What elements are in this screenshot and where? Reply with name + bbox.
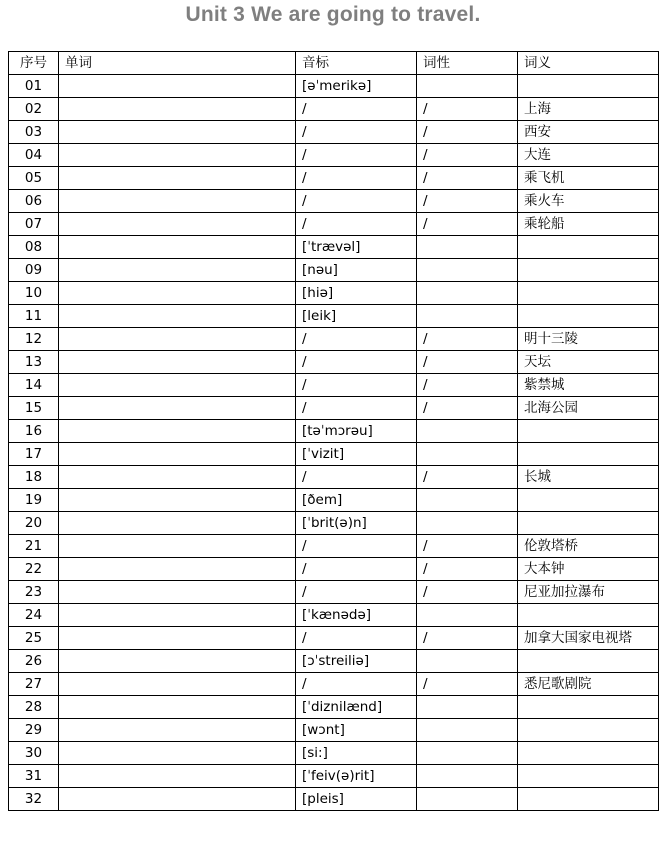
row-number-cell: 28 <box>9 696 59 719</box>
part-of-speech-cell <box>417 765 518 788</box>
table-row <box>9 144 659 167</box>
meaning-cell: 悉尼歌剧院 <box>518 673 659 696</box>
part-of-speech-cell: / <box>417 98 518 121</box>
header-meaning: 词义 <box>518 52 659 75</box>
table-row <box>9 512 659 535</box>
part-of-speech-cell: / <box>417 328 518 351</box>
phonetic-cell: [pleis] <box>296 788 417 811</box>
phonetic-cell: / <box>296 535 417 558</box>
row-number-cell: 24 <box>9 604 59 627</box>
row-number-cell: 10 <box>9 282 59 305</box>
table-row <box>9 236 659 259</box>
meaning-cell: 乘飞机 <box>518 167 659 190</box>
meaning-cell <box>518 788 659 811</box>
phonetic-cell: / <box>296 581 417 604</box>
meaning-cell <box>518 236 659 259</box>
header-number: 序号 <box>9 52 59 75</box>
row-number-cell: 20 <box>9 512 59 535</box>
meaning-cell <box>518 489 659 512</box>
table-body <box>9 75 659 811</box>
part-of-speech-cell <box>417 489 518 512</box>
word-cell[interactable] <box>59 673 296 696</box>
row-number-cell: 23 <box>9 581 59 604</box>
meaning-cell: 尼亚加拉瀑布 <box>518 581 659 604</box>
meaning-cell <box>518 259 659 282</box>
word-cell[interactable] <box>59 213 296 236</box>
word-cell[interactable] <box>59 121 296 144</box>
row-number-cell: 07 <box>9 213 59 236</box>
phonetic-cell: / <box>296 121 417 144</box>
word-cell[interactable] <box>59 604 296 627</box>
part-of-speech-cell <box>417 443 518 466</box>
part-of-speech-cell <box>417 788 518 811</box>
part-of-speech-cell <box>417 696 518 719</box>
phonetic-cell: [wɔnt] <box>296 719 417 742</box>
row-number-cell: 09 <box>9 259 59 282</box>
row-number-cell: 21 <box>9 535 59 558</box>
phonetic-cell: [ˈvizit] <box>296 443 417 466</box>
meaning-cell <box>518 305 659 328</box>
part-of-speech-cell: / <box>417 466 518 489</box>
row-number-cell: 06 <box>9 190 59 213</box>
part-of-speech-cell <box>417 742 518 765</box>
phonetic-cell: [ˈbrit(ə)n] <box>296 512 417 535</box>
meaning-cell: 明十三陵 <box>518 328 659 351</box>
word-cell[interactable] <box>59 443 296 466</box>
meaning-cell: 乘火车 <box>518 190 659 213</box>
word-cell[interactable] <box>59 627 296 650</box>
table-row <box>9 190 659 213</box>
word-cell[interactable] <box>59 650 296 673</box>
phonetic-cell: / <box>296 351 417 374</box>
row-number-cell: 04 <box>9 144 59 167</box>
phonetic-cell: [təˈmɔrəu] <box>296 420 417 443</box>
part-of-speech-cell: / <box>417 121 518 144</box>
part-of-speech-cell <box>417 719 518 742</box>
phonetic-cell: / <box>296 167 417 190</box>
word-cell[interactable] <box>59 581 296 604</box>
meaning-cell: 北海公园 <box>518 397 659 420</box>
row-number-cell: 01 <box>9 75 59 98</box>
row-number-cell: 19 <box>9 489 59 512</box>
row-number-cell: 05 <box>9 167 59 190</box>
table-row <box>9 282 659 305</box>
table-row <box>9 466 659 489</box>
row-number-cell: 11 <box>9 305 59 328</box>
meaning-cell <box>518 765 659 788</box>
part-of-speech-cell: / <box>417 213 518 236</box>
word-cell[interactable] <box>59 788 296 811</box>
word-cell[interactable] <box>59 75 296 98</box>
vocabulary-table <box>8 51 659 811</box>
row-number-cell: 08 <box>9 236 59 259</box>
part-of-speech-cell <box>417 512 518 535</box>
word-cell[interactable] <box>59 190 296 213</box>
phonetic-cell: [ɔˈstreiliə] <box>296 650 417 673</box>
part-of-speech-cell: / <box>417 397 518 420</box>
table-row <box>9 98 659 121</box>
phonetic-cell: [ðem] <box>296 489 417 512</box>
row-number-cell: 22 <box>9 558 59 581</box>
row-number-cell: 17 <box>9 443 59 466</box>
part-of-speech-cell <box>417 420 518 443</box>
table-row <box>9 167 659 190</box>
word-cell[interactable] <box>59 305 296 328</box>
phonetic-cell: / <box>296 397 417 420</box>
meaning-cell <box>518 742 659 765</box>
part-of-speech-cell: / <box>417 374 518 397</box>
table-row <box>9 719 659 742</box>
part-of-speech-cell: / <box>417 190 518 213</box>
word-cell[interactable] <box>59 98 296 121</box>
meaning-cell: 乘轮船 <box>518 213 659 236</box>
header-word: 单词 <box>59 52 296 75</box>
part-of-speech-cell <box>417 305 518 328</box>
word-cell[interactable] <box>59 765 296 788</box>
meaning-cell <box>518 75 659 98</box>
table-row <box>9 75 659 98</box>
table-row <box>9 604 659 627</box>
meaning-cell: 伦敦塔桥 <box>518 535 659 558</box>
meaning-cell <box>518 604 659 627</box>
word-cell[interactable] <box>59 489 296 512</box>
table-row <box>9 305 659 328</box>
phonetic-cell: / <box>296 144 417 167</box>
word-cell[interactable] <box>59 696 296 719</box>
part-of-speech-cell <box>417 75 518 98</box>
table-row <box>9 213 659 236</box>
word-cell[interactable] <box>59 259 296 282</box>
row-number-cell: 25 <box>9 627 59 650</box>
table-row <box>9 351 659 374</box>
row-number-cell: 16 <box>9 420 59 443</box>
word-cell[interactable] <box>59 144 296 167</box>
phonetic-cell: [ˈkænədə] <box>296 604 417 627</box>
row-number-cell: 12 <box>9 328 59 351</box>
word-cell[interactable] <box>59 282 296 305</box>
meaning-cell: 大本钟 <box>518 558 659 581</box>
document-title: Unit 3 We are going to travel. <box>185 3 481 26</box>
table-row <box>9 443 659 466</box>
phonetic-cell: [ˈtrævəl] <box>296 236 417 259</box>
part-of-speech-cell: / <box>417 351 518 374</box>
word-cell[interactable] <box>59 351 296 374</box>
meaning-cell: 紫禁城 <box>518 374 659 397</box>
table-row <box>9 581 659 604</box>
row-number-cell: 02 <box>9 98 59 121</box>
meaning-cell: 天坛 <box>518 351 659 374</box>
table-row <box>9 489 659 512</box>
word-cell[interactable] <box>59 374 296 397</box>
table-row <box>9 121 659 144</box>
phonetic-cell: [ˈfeiv(ə)rit] <box>296 765 417 788</box>
row-number-cell: 03 <box>9 121 59 144</box>
word-cell[interactable] <box>59 719 296 742</box>
row-number-cell: 13 <box>9 351 59 374</box>
table-row <box>9 374 659 397</box>
word-cell[interactable] <box>59 236 296 259</box>
row-number-cell: 30 <box>9 742 59 765</box>
word-cell[interactable] <box>59 167 296 190</box>
meaning-cell: 长城 <box>518 466 659 489</box>
table-row <box>9 696 659 719</box>
phonetic-cell: / <box>296 98 417 121</box>
phonetic-cell: [ˈdiznilænd] <box>296 696 417 719</box>
phonetic-cell: / <box>296 673 417 696</box>
meaning-cell <box>518 719 659 742</box>
part-of-speech-cell <box>417 604 518 627</box>
meaning-cell: 上海 <box>518 98 659 121</box>
row-number-cell: 26 <box>9 650 59 673</box>
phonetic-cell: [hiə] <box>296 282 417 305</box>
phonetic-cell: / <box>296 558 417 581</box>
meaning-cell <box>518 696 659 719</box>
header-part-of-speech: 词性 <box>417 52 518 75</box>
table-row <box>9 558 659 581</box>
phonetic-cell: [si:] <box>296 742 417 765</box>
table-row <box>9 627 659 650</box>
word-cell[interactable] <box>59 397 296 420</box>
table-row <box>9 397 659 420</box>
row-number-cell: 32 <box>9 788 59 811</box>
word-cell[interactable] <box>59 742 296 765</box>
part-of-speech-cell: / <box>417 535 518 558</box>
word-cell[interactable] <box>59 535 296 558</box>
table-row <box>9 650 659 673</box>
meaning-cell <box>518 443 659 466</box>
table-row <box>9 742 659 765</box>
meaning-cell: 西安 <box>518 121 659 144</box>
table-row <box>9 259 659 282</box>
phonetic-cell: / <box>296 213 417 236</box>
header-phonetic: 音标 <box>296 52 417 75</box>
row-number-cell: 14 <box>9 374 59 397</box>
part-of-speech-cell: / <box>417 167 518 190</box>
part-of-speech-cell <box>417 236 518 259</box>
meaning-cell <box>518 420 659 443</box>
table-row <box>9 535 659 558</box>
part-of-speech-cell <box>417 282 518 305</box>
part-of-speech-cell: / <box>417 581 518 604</box>
row-number-cell: 18 <box>9 466 59 489</box>
part-of-speech-cell <box>417 650 518 673</box>
part-of-speech-cell: / <box>417 558 518 581</box>
phonetic-cell: [əˈmerikə] <box>296 75 417 98</box>
word-cell[interactable] <box>59 512 296 535</box>
part-of-speech-cell: / <box>417 627 518 650</box>
word-cell[interactable] <box>59 558 296 581</box>
part-of-speech-cell <box>417 259 518 282</box>
row-number-cell: 31 <box>9 765 59 788</box>
row-number-cell: 29 <box>9 719 59 742</box>
word-cell[interactable] <box>59 328 296 351</box>
phonetic-cell: / <box>296 374 417 397</box>
meaning-cell: 加拿大国家电视塔 <box>518 627 659 650</box>
phonetic-cell: / <box>296 190 417 213</box>
phonetic-cell: / <box>296 627 417 650</box>
word-cell[interactable] <box>59 466 296 489</box>
part-of-speech-cell: / <box>417 144 518 167</box>
row-number-cell: 27 <box>9 673 59 696</box>
phonetic-cell: / <box>296 328 417 351</box>
meaning-cell: 大连 <box>518 144 659 167</box>
phonetic-cell: / <box>296 466 417 489</box>
table-row <box>9 765 659 788</box>
row-number-cell: 15 <box>9 397 59 420</box>
table-row <box>9 420 659 443</box>
table-row <box>9 788 659 811</box>
table-header-row <box>9 52 659 75</box>
meaning-cell <box>518 282 659 305</box>
table-row <box>9 673 659 696</box>
phonetic-cell: [leik] <box>296 305 417 328</box>
phonetic-cell: [nəu] <box>296 259 417 282</box>
table-row <box>9 328 659 351</box>
meaning-cell <box>518 512 659 535</box>
meaning-cell <box>518 650 659 673</box>
word-cell[interactable] <box>59 420 296 443</box>
part-of-speech-cell: / <box>417 673 518 696</box>
